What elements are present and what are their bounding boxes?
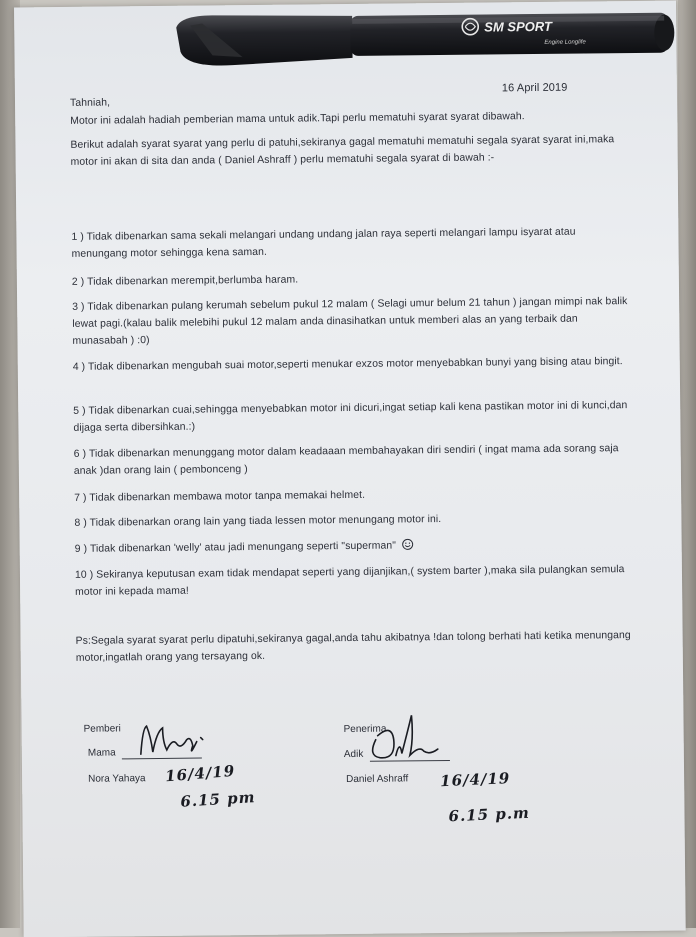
receiver-role: Adik: [343, 748, 364, 761]
rule-4: 4 ) Tidak dibenarkan mengubah suai motor,seperti menukar exzos motor menyebabkan bunyi yang bising atau bingit.: [72, 356, 623, 373]
pen-brand: SM SPORT: [484, 18, 552, 35]
rule-8: 8 ) Tidak dibenarkan orang lain yang tiada lessen motor menungang motor ini.: [74, 514, 442, 529]
pen-icon: [172, 2, 681, 71]
giver-name: Nora Yahaya: [88, 773, 146, 785]
rule-5: 5 ) Tidak dibenarkan cuai,sehingga menyebabkan motor ini dicuri,ingat setiap kali kena pastikan motor ini di kunci,dan dijaga serta dibersihkan.:): [73, 400, 628, 434]
rule-9-row: [75, 535, 635, 558]
letter-date: 16 April 2019: [501, 81, 568, 95]
smiley-icon: [402, 538, 414, 550]
pen-tagline: Engine Longlife: [544, 39, 586, 46]
rule-3: 3 ) Tidak dibenarkan pulang kerumah sebelum pukul 12 malam ( Selagi umur belum 21 tahun ) jangan mimpi nak balik lewat pagi.(kalau balik melebihi pukul 12 malam anda dinasihatkan untuk memberi alas an yang terbaik dan munasabah ) :0): [72, 296, 628, 347]
giver-role: Mama: [87, 747, 116, 759]
rule-6: 6 ) Tidak dibenarkan menunggang motor dalam keadaaan membahayakan diri sendiri ( ingat mama ada sorang saja anak )dan orang lain ( pembonceng ): [73, 443, 619, 477]
receiver-time: 6.15 p.m: [448, 803, 531, 826]
receiver-signature-icon: [365, 709, 442, 766]
rule-1: 1 ) Tidak dibenarkan sama sekali melangari undang undang jalan raya seperti melangari lampu isyarat atau menungang motor sehingga kena saman.: [71, 226, 576, 260]
greeting: Tahniah,: [69, 97, 111, 109]
postscript: Ps:Segala syarat syarat perlu dipatuhi,sekiranya gagal,anda tahu akibatnya !dan tolong berhati hati ketika menungang motor,ingatlah orang yang tersayang ok.: [75, 630, 631, 664]
letter-paper: [14, 1, 686, 937]
giver-signature-icon: [136, 717, 208, 762]
receiver-date: 16/4/19: [439, 769, 511, 791]
rule-2: 2 ) Tidak dibenarkan merempit,berlumba haram.: [71, 274, 299, 288]
receiver-name: Daniel Ashraff: [346, 773, 409, 786]
intro-paragraph: Motor ini adalah hadiah pemberian mama untuk adik.Tapi perlu mematuhi syarat syarat dibawah.: [70, 111, 525, 127]
giver-label: Pemberi: [83, 723, 121, 735]
rule-9: 9 ) Tidak dibenarkan 'welly' atau jadi menungang seperti "superman": [74, 540, 397, 555]
rule-10: 10 ) Sekiranya keputusan exam tidak mendapat seperti yang dijanjikan,( system barter ),maka sila pulangkan semula motor ini kepada mama!: [74, 564, 625, 598]
giver-time: 6.15 pm: [179, 788, 256, 811]
conditions-intro: Berikut adalah syarat syarat yang perlu di patuhi,sekiranya gagal mematuhi mematuhi segala syarat syarat ini,maka motor ini akan di sita dan anda ( Daniel Ashraff ) perlu mematuhi segala syarat di bawah :-: [70, 134, 615, 168]
receiver-label: Penerima: [343, 723, 387, 736]
rule-7: 7 ) Tidak dibenarkan membawa motor tanpa memakai helmet.: [74, 489, 366, 504]
giver-date: 16/4/19: [164, 761, 236, 786]
